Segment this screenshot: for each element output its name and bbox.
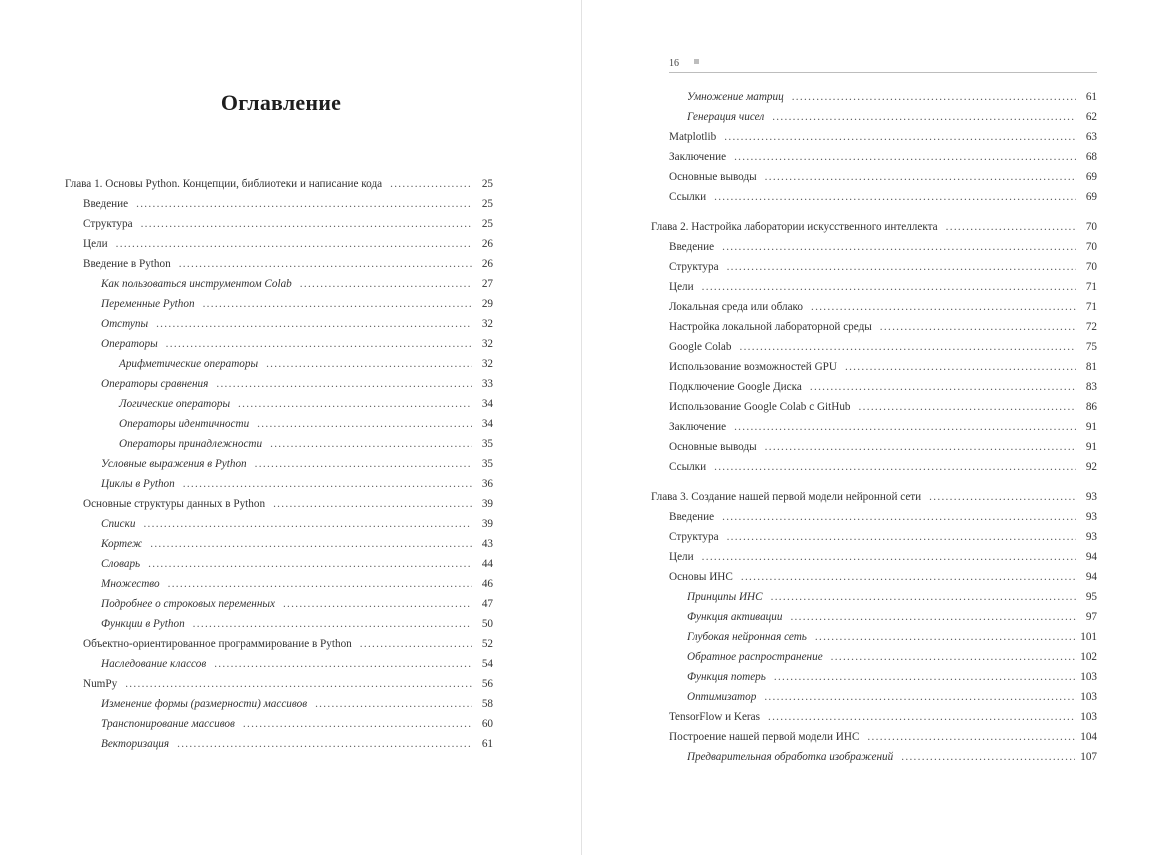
toc-entry-page: 69	[1085, 191, 1097, 203]
toc-entry-page: 33	[481, 378, 493, 390]
toc-entry-title: Операторы сравнения	[101, 378, 209, 390]
toc-entry[interactable]	[101, 578, 493, 598]
toc-entry-page: 32	[481, 338, 493, 350]
toc-entry-title: Локальная среда или облако	[669, 301, 804, 313]
toc-entry-page: 75	[1085, 341, 1097, 353]
toc-entry[interactable]	[669, 401, 1097, 421]
toc-entry-title: Принципы ИНС	[687, 591, 763, 603]
toc-entry-page: 25	[481, 218, 493, 230]
section-spacer	[669, 211, 1097, 221]
toc-entry-page: 46	[481, 578, 493, 590]
toc-entry-page: 32	[481, 318, 493, 330]
toc-entry-page: 60	[481, 718, 493, 730]
dot-leader	[148, 558, 472, 570]
toc-entry[interactable]	[687, 591, 1097, 611]
toc-entry[interactable]	[669, 321, 1097, 341]
toc-entry-page: 25	[481, 178, 493, 190]
toc-entry[interactable]	[669, 261, 1097, 281]
toc-entry-title: Google Colab	[669, 341, 732, 353]
running-header	[669, 56, 1097, 73]
left-toc	[65, 178, 493, 758]
toc-entry-title: Словарь	[101, 558, 141, 570]
toc-entry[interactable]	[687, 631, 1097, 651]
toc-entry-page: 69	[1085, 171, 1097, 183]
toc-entry[interactable]	[669, 241, 1097, 261]
dot-leader	[150, 538, 472, 550]
dot-leader	[724, 131, 1076, 143]
dot-leader	[390, 178, 472, 190]
toc-entry[interactable]	[83, 638, 493, 658]
toc-entry-page: 62	[1085, 111, 1097, 123]
dot-leader	[764, 691, 1075, 703]
toc-entry-title: Умножение матриц	[687, 91, 784, 103]
toc-entry[interactable]	[669, 571, 1097, 591]
dot-leader	[183, 478, 472, 490]
toc-entry[interactable]	[669, 191, 1097, 211]
toc-entry[interactable]	[669, 151, 1097, 171]
dot-leader	[273, 498, 472, 510]
toc-entry-page: 32	[481, 358, 493, 370]
dot-leader	[929, 491, 1076, 503]
dot-leader	[734, 151, 1076, 163]
toc-entry-title: Matplotlib	[669, 131, 717, 143]
toc-entry[interactable]	[101, 458, 493, 478]
toc-entry-page: 25	[481, 198, 493, 210]
toc-entry[interactable]	[83, 218, 493, 238]
dot-leader	[143, 518, 472, 530]
dot-leader	[831, 651, 1076, 663]
toc-entry-page: 70	[1085, 221, 1097, 233]
toc-entry[interactable]	[651, 491, 1097, 511]
toc-entry-page: 68	[1085, 151, 1097, 163]
toc-entry[interactable]	[669, 711, 1097, 731]
toc-entry-page: 102	[1080, 651, 1097, 663]
dot-leader	[739, 341, 1076, 353]
toc-entry-page: 34	[481, 418, 493, 430]
dot-leader	[772, 111, 1076, 123]
toc-entry-page: 56	[481, 678, 493, 690]
toc-entry-title: Предварительная обработка изображений	[687, 751, 894, 763]
toc-entry-title: Глава 1. Основы Python. Концепции, библиотеки и написание кода	[65, 178, 383, 190]
dot-leader	[136, 198, 472, 210]
toc-entry[interactable]	[669, 381, 1097, 401]
dot-leader	[771, 591, 1076, 603]
dot-leader	[270, 438, 472, 450]
toc-entry-title: Основные выводы	[669, 441, 757, 453]
right-page	[582, 0, 1165, 855]
toc-entry-title: Переменные Python	[101, 298, 195, 310]
toc-entry-title: NumPy	[83, 678, 118, 690]
dot-leader	[702, 551, 1076, 563]
toc-entry[interactable]	[687, 91, 1097, 111]
dot-leader	[116, 238, 472, 250]
dot-leader	[168, 578, 472, 590]
toc-entry-page: 39	[481, 498, 493, 510]
toc-entry[interactable]	[669, 531, 1097, 551]
dot-leader	[166, 338, 472, 350]
toc-entry[interactable]	[687, 671, 1097, 691]
toc-entry-title: Операторы	[101, 338, 158, 350]
dot-leader	[727, 531, 1076, 543]
dot-leader	[901, 751, 1075, 763]
dot-leader	[257, 418, 472, 430]
toc-entry[interactable]	[101, 318, 493, 338]
toc-entry-title: Структура	[83, 218, 133, 230]
toc-entry[interactable]	[101, 298, 493, 318]
toc-entry-title: Введение	[83, 198, 129, 210]
dot-leader	[125, 678, 472, 690]
toc-entry[interactable]	[687, 611, 1097, 631]
dot-leader	[722, 241, 1076, 253]
toc-entry-title: Глава 2. Настройка лаборатории искусственного интеллекта	[651, 221, 938, 233]
toc-entry[interactable]	[101, 478, 493, 498]
toc-entry[interactable]	[101, 598, 493, 618]
toc-entry-title: Ссылки	[669, 461, 707, 473]
toc-entry[interactable]	[669, 511, 1097, 531]
dot-leader	[243, 718, 472, 730]
toc-entry[interactable]	[119, 398, 493, 418]
toc-entry-title: Наследование классов	[101, 658, 207, 670]
toc-entry[interactable]	[687, 751, 1097, 771]
right-toc	[651, 91, 1097, 771]
toc-entry-page: 29	[481, 298, 493, 310]
toc-entry-title: Арифметические операторы	[119, 358, 259, 370]
dot-leader	[315, 698, 472, 710]
toc-entry[interactable]	[119, 358, 493, 378]
toc-entry[interactable]	[669, 361, 1097, 381]
toc-entry[interactable]	[101, 738, 493, 758]
toc-entry[interactable]	[119, 418, 493, 438]
toc-entry-page: 95	[1085, 591, 1097, 603]
toc-entry-title: Заключение	[669, 151, 727, 163]
toc-entry-title: Использование возможностей GPU	[669, 361, 837, 373]
section-spacer	[669, 481, 1097, 491]
toc-entry-page: 104	[1080, 731, 1097, 743]
toc-entry-title: Объектно-ориентированное программирование в Python	[83, 638, 352, 650]
toc-entry-title: Операторы принадлежности	[119, 438, 263, 450]
toc-entry-page: 91	[1085, 441, 1097, 453]
dot-leader	[360, 638, 472, 650]
dot-leader	[141, 218, 472, 230]
toc-entry-title: Векторизация	[101, 738, 170, 750]
toc-entry-page: 71	[1085, 301, 1097, 313]
toc-entry-page: 27	[481, 278, 493, 290]
toc-entry-title: Множество	[101, 578, 160, 590]
toc-entry-page: 93	[1085, 511, 1097, 523]
toc-entry-page: 91	[1085, 421, 1097, 433]
toc-entry-page: 94	[1085, 551, 1097, 563]
toc-entry[interactable]	[101, 338, 493, 358]
toc-entry-page: 35	[481, 458, 493, 470]
toc-entry[interactable]	[101, 278, 493, 298]
toc-entry-title: Настройка локальной лабораторной среды	[669, 321, 872, 333]
toc-entry-title: Основные структуры данных в Python	[83, 498, 266, 510]
dot-leader	[283, 598, 472, 610]
toc-entry[interactable]	[669, 461, 1097, 481]
dot-leader	[255, 458, 472, 470]
toc-entry[interactable]	[119, 438, 493, 458]
toc-entry-page: 70	[1085, 261, 1097, 273]
toc-entry-page: 107	[1080, 751, 1097, 763]
dot-leader	[741, 571, 1076, 583]
dot-leader	[790, 611, 1076, 623]
dot-leader	[203, 298, 472, 310]
toc-entry[interactable]	[83, 678, 493, 698]
toc-entry-title: Отступы	[101, 318, 149, 330]
toc-entry[interactable]	[101, 618, 493, 638]
toc-entry-title: Цели	[669, 551, 694, 563]
toc-entry[interactable]	[101, 378, 493, 398]
dot-leader	[946, 221, 1076, 233]
page-number: 16	[669, 58, 679, 69]
dot-leader	[714, 191, 1076, 203]
toc-entry[interactable]	[669, 171, 1097, 191]
toc-entry-page: 97	[1085, 611, 1097, 623]
dot-leader	[815, 631, 1075, 643]
toc-entry-title: Как пользоваться инструментом Colab	[101, 278, 292, 290]
toc-entry[interactable]	[669, 131, 1097, 151]
dot-leader	[768, 711, 1075, 723]
toc-entry-title: Введение в Python	[83, 258, 171, 270]
toc-entry-title: Операторы идентичности	[119, 418, 250, 430]
toc-entry-title: Подробнее о строковых переменных	[101, 598, 275, 610]
dot-leader	[714, 461, 1076, 473]
toc-entry-title: Глубокая нейронная сеть	[687, 631, 807, 643]
toc-entry[interactable]	[83, 258, 493, 278]
toc-entry-page: 93	[1085, 491, 1097, 503]
toc-entry-page: 92	[1085, 461, 1097, 473]
dot-leader	[765, 441, 1076, 453]
toc-entry-page: 94	[1085, 571, 1097, 583]
toc-entry-title: Условные выражения в Python	[101, 458, 247, 470]
toc-entry-title: Цели	[669, 281, 694, 293]
toc-entry-title: Заключение	[669, 421, 727, 433]
toc-entry-title: Кортеж	[101, 538, 143, 550]
toc-entry-title: Ссылки	[669, 191, 707, 203]
toc-entry[interactable]	[83, 498, 493, 518]
left-page	[0, 0, 582, 855]
toc-entry[interactable]	[101, 538, 493, 558]
toc-entry-title: Циклы в Python	[101, 478, 175, 490]
toc-entry[interactable]	[101, 718, 493, 738]
toc-entry[interactable]	[83, 198, 493, 218]
dot-leader	[859, 401, 1076, 413]
toc-entry-title: Введение	[669, 241, 715, 253]
toc-entry-title: Функции в Python	[101, 618, 185, 630]
toc-entry-page: 61	[481, 738, 493, 750]
dot-leader	[300, 278, 472, 290]
dot-leader	[880, 321, 1076, 333]
toc-entry-page: 58	[481, 698, 493, 710]
dot-leader	[238, 398, 472, 410]
toc-title: Оглавление	[220, 90, 342, 115]
dot-leader	[179, 258, 472, 270]
toc-entry-page: 93	[1085, 531, 1097, 543]
toc-entry-title: Оптимизатор	[687, 691, 757, 703]
toc-entry-page: 54	[481, 658, 493, 670]
toc-entry-page: 50	[481, 618, 493, 630]
toc-entry[interactable]	[687, 651, 1097, 671]
dot-leader	[811, 301, 1076, 313]
dot-leader	[214, 658, 472, 670]
toc-entry-page: 101	[1080, 631, 1097, 643]
toc-entry-page: 26	[481, 238, 493, 250]
toc-entry[interactable]	[101, 658, 493, 678]
toc-entry-title: Использование Google Colab с GitHub	[669, 401, 851, 413]
toc-entry-title: Логические операторы	[119, 398, 231, 410]
dot-leader	[810, 381, 1076, 393]
toc-entry-title: Функция активации	[687, 611, 783, 623]
dot-leader	[266, 358, 472, 370]
dot-leader	[727, 261, 1076, 273]
dot-leader	[734, 421, 1076, 433]
toc-entry-page: 52	[481, 638, 493, 650]
toc-entry[interactable]	[101, 698, 493, 718]
toc-entry-title: Генерация чисел	[687, 111, 765, 123]
toc-entry-title: Обратное распространение	[687, 651, 823, 663]
toc-entry[interactable]	[669, 441, 1097, 461]
dot-leader	[216, 378, 472, 390]
toc-entry-title: Основные выводы	[669, 171, 757, 183]
toc-entry-title: Транспонирование массивов	[101, 718, 235, 730]
toc-entry[interactable]	[65, 178, 493, 198]
toc-entry-page: 44	[481, 558, 493, 570]
toc-entry-title: Введение	[669, 511, 715, 523]
toc-entry-title: Подключение Google Диска	[669, 381, 802, 393]
toc-entry-title: Основы ИНС	[669, 571, 733, 583]
toc-entry-page: 36	[481, 478, 493, 490]
toc-entry-page: 103	[1080, 711, 1097, 723]
toc-entry-title: Изменение формы (размерности) массивов	[101, 698, 308, 710]
toc-entry-page: 43	[481, 538, 493, 550]
toc-entry-title: Построение нашей первой модели ИНС	[669, 731, 860, 743]
toc-entry[interactable]	[669, 301, 1097, 321]
toc-entry-page: 47	[481, 598, 493, 610]
toc-entry[interactable]	[101, 518, 493, 538]
toc-entry-page: 103	[1080, 671, 1097, 683]
dot-leader	[702, 281, 1076, 293]
dot-leader	[845, 361, 1076, 373]
toc-entry-page: 81	[1085, 361, 1097, 373]
toc-entry[interactable]	[669, 341, 1097, 361]
toc-entry-page: 63	[1085, 131, 1097, 143]
toc-entry-page: 61	[1085, 91, 1097, 103]
toc-entry-page: 34	[481, 398, 493, 410]
toc-entry-page: 83	[1085, 381, 1097, 393]
toc-entry-page: 35	[481, 438, 493, 450]
toc-entry[interactable]	[669, 731, 1097, 751]
toc-entry[interactable]	[83, 238, 493, 258]
toc-entry-page: 86	[1085, 401, 1097, 413]
toc-entry-page: 26	[481, 258, 493, 270]
dot-leader	[722, 511, 1076, 523]
toc-entry[interactable]	[687, 111, 1097, 131]
toc-entry[interactable]	[669, 281, 1097, 301]
toc-entry-title: Структура	[669, 261, 719, 273]
toc-entry[interactable]	[669, 551, 1097, 571]
toc-entry[interactable]	[669, 421, 1097, 441]
toc-entry[interactable]	[101, 558, 493, 578]
toc-entry-title: TensorFlow и Keras	[669, 711, 760, 723]
dot-leader	[177, 738, 472, 750]
toc-entry-page: 103	[1080, 691, 1097, 703]
toc-entry-title: Глава 3. Создание нашей первой модели нейронной сети	[651, 491, 922, 503]
toc-entry-page: 70	[1085, 241, 1097, 253]
toc-entry-page: 71	[1085, 281, 1097, 293]
dot-leader	[792, 91, 1076, 103]
toc-entry-page: 72	[1085, 321, 1097, 333]
toc-entry[interactable]	[687, 691, 1097, 711]
toc-entry-page: 39	[481, 518, 493, 530]
toc-entry[interactable]	[651, 221, 1097, 241]
dot-leader	[867, 731, 1075, 743]
dot-leader	[774, 671, 1075, 683]
toc-entry-title: Структура	[669, 531, 719, 543]
toc-entry-title: Функция потерь	[687, 671, 766, 683]
dot-leader	[765, 171, 1076, 183]
toc-entry-title: Списки	[101, 518, 136, 530]
dot-leader	[156, 318, 472, 330]
dot-leader	[193, 618, 472, 630]
header-square-icon	[694, 59, 699, 64]
toc-entry-title: Цели	[83, 238, 108, 250]
